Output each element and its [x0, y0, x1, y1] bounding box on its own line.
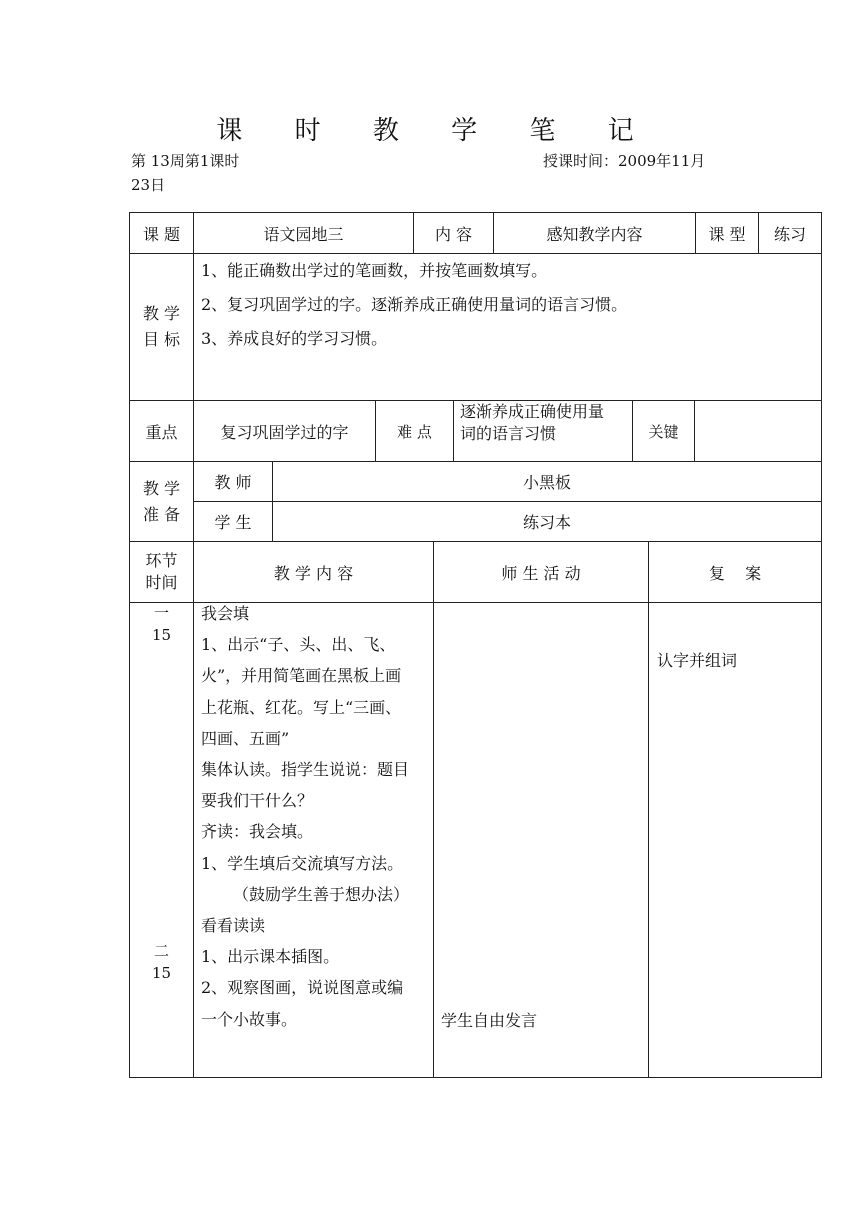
difficult-point-value: [460, 401, 632, 461]
stage-marker: [130, 602, 193, 646]
teaching-date: 授课时间：2009年11月: [543, 152, 706, 170]
activity-note: 学生自由发言: [441, 1011, 538, 1030]
column-divider: [433, 541, 434, 1077]
content-line: 1、出示“子、头、出、飞、: [201, 635, 396, 655]
difficult-point-line: 逐渐养成正确使用量: [460, 402, 605, 421]
student-label: 学 生: [214, 513, 252, 532]
student-materials: 练习本: [522, 513, 571, 532]
preparation-label-line: 教 学: [142, 478, 181, 498]
review-header: 复 案: [708, 563, 762, 583]
column-divider: [193, 212, 194, 1077]
stage-time-header: [130, 542, 193, 602]
stage-minutes: 15: [151, 626, 172, 644]
activity-header: 师 生 活 动: [501, 563, 581, 583]
content-line: 1、出示课本插图。: [201, 947, 340, 967]
lesson-type-label: 课 型: [708, 224, 746, 244]
topic-value: 语文园地三: [263, 224, 344, 244]
content-line: 1、学生填后交流填写方法。: [201, 853, 404, 873]
content-line: 齐读：我会填。: [201, 822, 314, 842]
content-line: 要我们干什么？: [201, 791, 314, 811]
preparation-label: [130, 462, 193, 541]
difficult-point-line: 词的语言习惯: [460, 424, 557, 443]
content-line: 2、观察图画，说说图意或编: [201, 978, 404, 998]
page-title: 课 时 教 学 笔 记: [216, 116, 656, 146]
content-line: 四画、五画”: [201, 728, 290, 748]
teaching-date-continued: 23日: [131, 176, 166, 194]
lesson-type-value: 练习: [773, 224, 806, 244]
key-point-value: 复习巩固学过的字: [220, 422, 349, 442]
content-line: 一个小故事。: [201, 1009, 298, 1029]
review-note: 认字并组词: [657, 651, 738, 670]
teaching-content-header: 教 学 内 容: [273, 563, 354, 583]
stage-marker: [130, 940, 193, 984]
content-line: 火”，并用简笔画在黑板上画: [201, 666, 402, 686]
content-line: 我会填: [201, 604, 250, 623]
goals-list: [201, 254, 627, 356]
column-divider: [648, 541, 649, 1077]
crux-value: [695, 401, 821, 461]
goal-item: 2、复习巩固学过的字。逐渐养成正确使用量词的语言习惯。: [201, 295, 628, 314]
teacher-materials: 小黑板: [522, 473, 571, 492]
goals-label-line: 目 标: [142, 330, 181, 349]
difficult-point-label: 难 点: [397, 422, 432, 441]
teacher-label: 教 师: [214, 473, 252, 492]
content-line: 看看读读: [201, 916, 266, 936]
stage-minutes: 15: [151, 964, 172, 982]
stage-number: 二: [153, 942, 169, 960]
table-border-bottom: [129, 1077, 822, 1078]
content-label: 内 容: [434, 224, 473, 244]
content-line: 上花瓶、红花。写上“三画、: [201, 697, 402, 717]
goals-label: [130, 254, 193, 400]
stage-header-line: 时间: [145, 573, 178, 592]
content-value: 感知教学内容: [546, 224, 643, 244]
crux-label: 关键: [648, 422, 679, 441]
content-line: 集体认读。指学生说说：题目: [201, 760, 410, 780]
teaching-content: [201, 598, 431, 1035]
goals-label-line: 教 学: [142, 304, 181, 323]
topic-label: 课 题: [142, 224, 181, 244]
table-border-right: [821, 212, 822, 1077]
column-divider: [453, 400, 454, 461]
key-point-label: 重点: [145, 422, 178, 442]
content-line: （鼓励学生善于想办法）: [233, 884, 410, 904]
stage-number: 一: [153, 604, 169, 622]
stage-header-line: 环节: [145, 551, 178, 570]
goal-item: 3、养成良好的学习习惯。: [201, 329, 388, 348]
week-info: 第 13周第1课时: [131, 152, 240, 170]
preparation-label-line: 准 备: [142, 504, 181, 524]
goal-item: 1、能正确数出学过的笔画数，并按笔画数填写。: [201, 261, 548, 280]
